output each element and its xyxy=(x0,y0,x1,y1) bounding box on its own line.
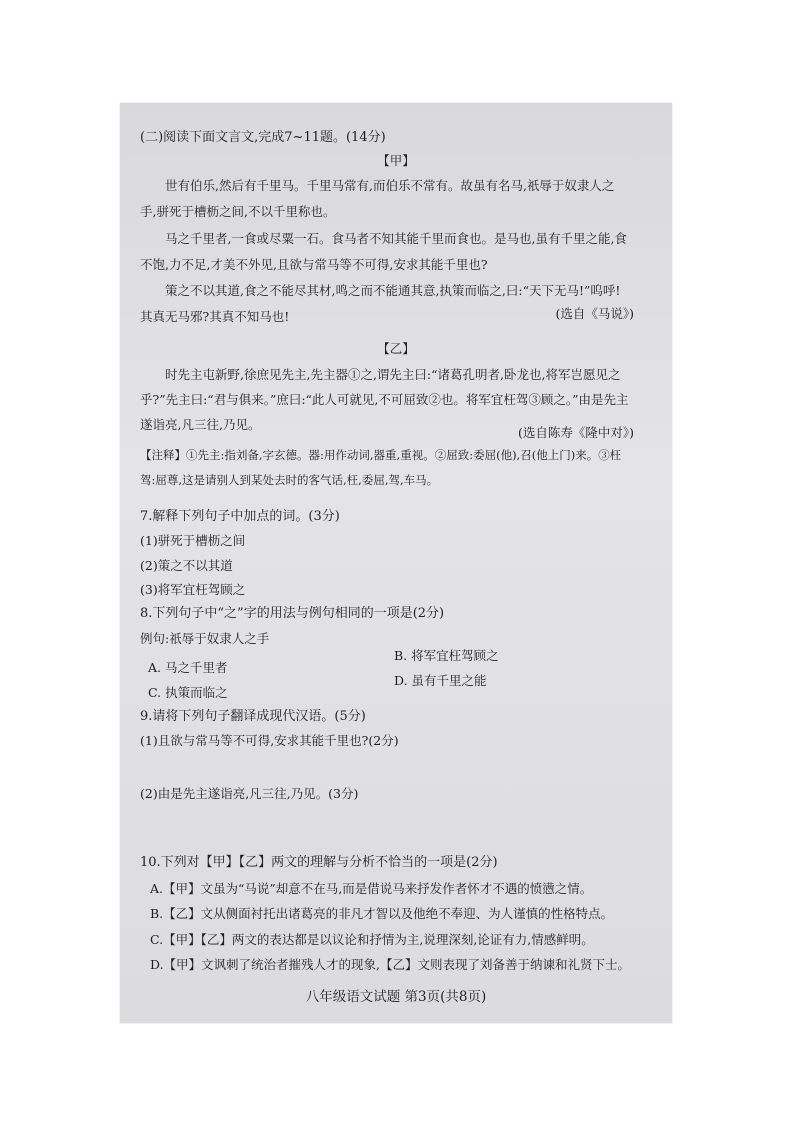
passage-jia-label: 【甲】 xyxy=(377,153,415,168)
passage-jia-line: 不饱,力不足,才美不外见,且欲与常马等不可得,安求其能千里也? xyxy=(140,257,488,272)
passage-yi-line: 乎?”先主曰:“君与俱来。”庶曰:“此人可就见,不可屈致②也。将军宜枉驾③顾之。”由是先主 xyxy=(140,392,629,407)
question-7-item: (3)将军宜枉驾顾之 xyxy=(140,582,246,597)
question-10-option-c: C.【甲】【乙】两文的表达都是以议论和抒情为主,说理深刻,论证有力,情感鲜明。 xyxy=(150,932,594,947)
passage-jia-line: 世有伯乐,然后有千里马。千里马常有,而伯乐不常有。故虽有名马,祇辱于奴隶人之 xyxy=(165,178,615,193)
annotation-line: 驾:屈尊,这是请别人到某处去时的客气话,枉,委屈,驾,车马。 xyxy=(140,473,439,487)
question-8-option-a: A. 马之千里者 xyxy=(148,660,228,675)
section-heading: (二)阅读下面文言文,完成7~11题。(14分) xyxy=(140,130,386,145)
question-10-option-b: B.【乙】文从侧面衬托出诸葛亮的非凡才智以及他绝不奉迎、为人谨慎的性格特点。 xyxy=(150,906,614,921)
question-10-stem: 10.下列对【甲】【乙】两文的理解与分析不恰当的一项是(2分) xyxy=(140,855,498,870)
question-7-item: (1)骈死于槽枥之间 xyxy=(140,533,246,548)
passage-jia-source: (选自《马说》) xyxy=(555,306,634,321)
question-8-example: 例句:祇辱于奴隶人之手 xyxy=(140,631,270,646)
question-9-item: (1)且欲与常马等不可得,安求其能千里也?(2分) xyxy=(140,733,399,748)
question-7-item: (2)策之不以其道 xyxy=(140,558,233,573)
annotation-line: 【注释】①先主:指刘备,字玄德。器:用作动词,器重,重视。②屈致:委屈(他),召(他上门)来。③枉 xyxy=(140,448,622,462)
passage-yi-label: 【乙】 xyxy=(377,341,415,356)
passage-yi-source: (选自陈寿《隆中对》) xyxy=(517,425,634,440)
question-8-stem: 8.下列句子中“之”字的用法与例句相同的一项是(2分) xyxy=(140,606,445,621)
passage-jia-line: 其真无马邪?其真不知马也! xyxy=(140,309,290,324)
question-8-option-d: D. 虽有千里之能 xyxy=(394,673,487,688)
passage-jia-line: 手,骈死于槽枥之间,不以千里称也。 xyxy=(140,204,336,219)
passage-jia-line: 马之千里者,一食或尽粟一石。食马者不知其能千里而食也。是马也,虽有千里之能,食 xyxy=(165,231,627,246)
question-9-stem: 9.请将下列句子翻译成现代汉语。(5分) xyxy=(140,709,366,724)
passage-yi-line: 时先主屯新野,徐庶见先主,先主器①之,谓先主曰:“诸葛孔明者,卧龙也,将军岂愿见之 xyxy=(165,367,621,382)
question-10-option-d: D.【甲】文讽刺了统治者摧残人才的现象,【乙】文则表现了刘备善于纳谏和礼贤下士。 xyxy=(150,957,631,972)
question-8-option-b: B. 将军宜枉驾顾之 xyxy=(394,648,499,663)
question-7-stem: 7.解释下列句子中加点的词。(3分) xyxy=(140,509,340,524)
question-8-option-c: C. 执策而临之 xyxy=(148,685,228,700)
passage-yi-line: 遂诣亮,凡三往,乃见。 xyxy=(140,417,261,432)
question-9-item: (2)由是先主遂诣亮,凡三往,乃见。(3分) xyxy=(140,786,359,801)
passage-jia-line: 策之不以其道,食之不能尽其材,鸣之而不能通其意,执策而临之,曰:“天下无马!”呜呼! xyxy=(165,283,621,298)
exam-page xyxy=(120,103,672,1023)
page-footer: 八年级语文试题 第3页(共8页) xyxy=(305,989,487,1005)
question-10-option-a: A.【甲】文虽为“马说”却意不在马,而是借说马来抒发作者怀才不遇的愤懑之情。 xyxy=(150,881,593,896)
